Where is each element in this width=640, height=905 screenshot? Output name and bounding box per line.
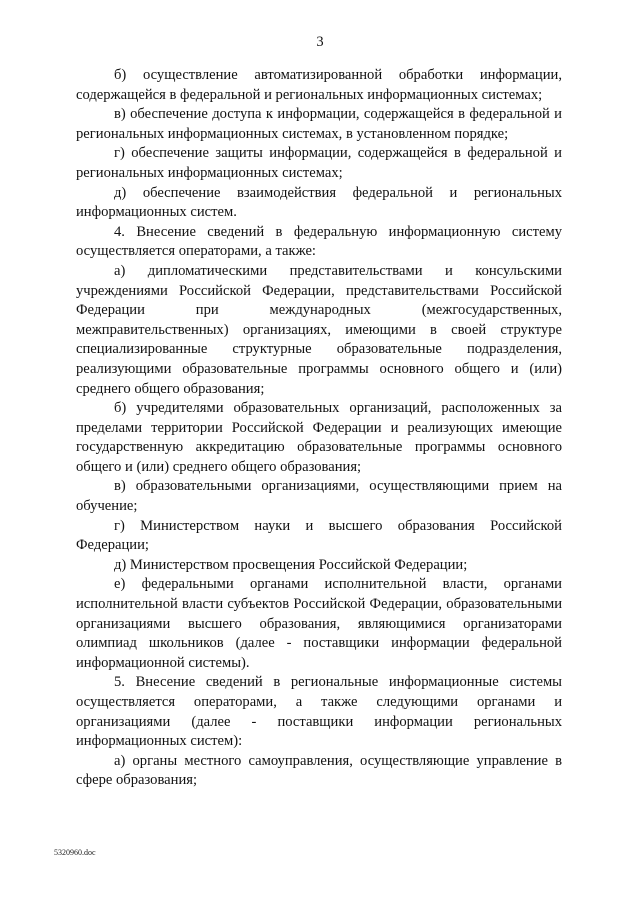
paragraph-section-4: 4. Внесение сведений в федеральную информационную систему осуществляется операторами, а также: [76,223,562,260]
document-body [76,66,562,791]
paragraph-item-b-founders: б) учредителями образовательных организаций, расположенных за пределами территории Российской Федерации и реализующих имеющие государственную аккредитацию образовательные программы основного общего и (или) среднего общего образования; [76,400,562,475]
paragraph-item-v-educational-orgs: в) образовательными организациями, осуществляющими прием на обучение; [76,478,562,515]
paragraph-item-g-protection: г) обеспечение защиты информации, содержащейся в федеральной и региональных информационных системах; [76,145,562,181]
paragraph-item-a-local-government: а) органы местного самоуправления, осуществляющие управление в сфере образования; [76,752,562,789]
paragraph-item-g-ministry-science: г) Министерством науки и высшего образования Российской Федерации; [76,517,562,554]
paragraph-item-a-diplomatic: а) дипломатическими представительствами и консульскими учреждениями Российской Федерации, представительствами Российской Федерации при международных (межгосударственных, межправительственных) организациях, имеющими в своей структуре специализированные структурные образовательные подразделения, реализующими образовательные программы основного общего и (или) среднего общего образования; [76,262,562,397]
paragraph-item-v-access: в) обеспечение доступа к информации, содержащейся в федеральной и региональных информационных системах, в установленном порядке; [76,106,562,142]
page-number: 3 [316,34,324,50]
paragraph-item-d-ministry-education: д) Министерством просвещения Российской Федерации; [114,556,468,573]
paragraph-item-e-federal-bodies: е) федеральными органами исполнительной власти, органами исполнительной власти субъектов Российской Федерации, образовательными организациями высшего образования, являющимися организаторами олимпиад школьников (далее - поставщики информации федеральной информационной системы). [76,576,562,671]
paragraph-item-b-processing: б) осуществление автоматизированной обработки информации, содержащейся в федеральной и региональных информационных системах; [76,67,562,103]
paragraph-section-5: 5. Внесение сведений в региональные информационные системы осуществляется операторами, а также следующими органами и организациями (далее - поставщики информации региональных информационных систем): [76,674,562,750]
paragraph-item-d-interaction: д) обеспечение взаимодействия федеральной и региональных информационных систем. [76,184,562,221]
document-file-code: 5320960.doc [54,848,96,857]
